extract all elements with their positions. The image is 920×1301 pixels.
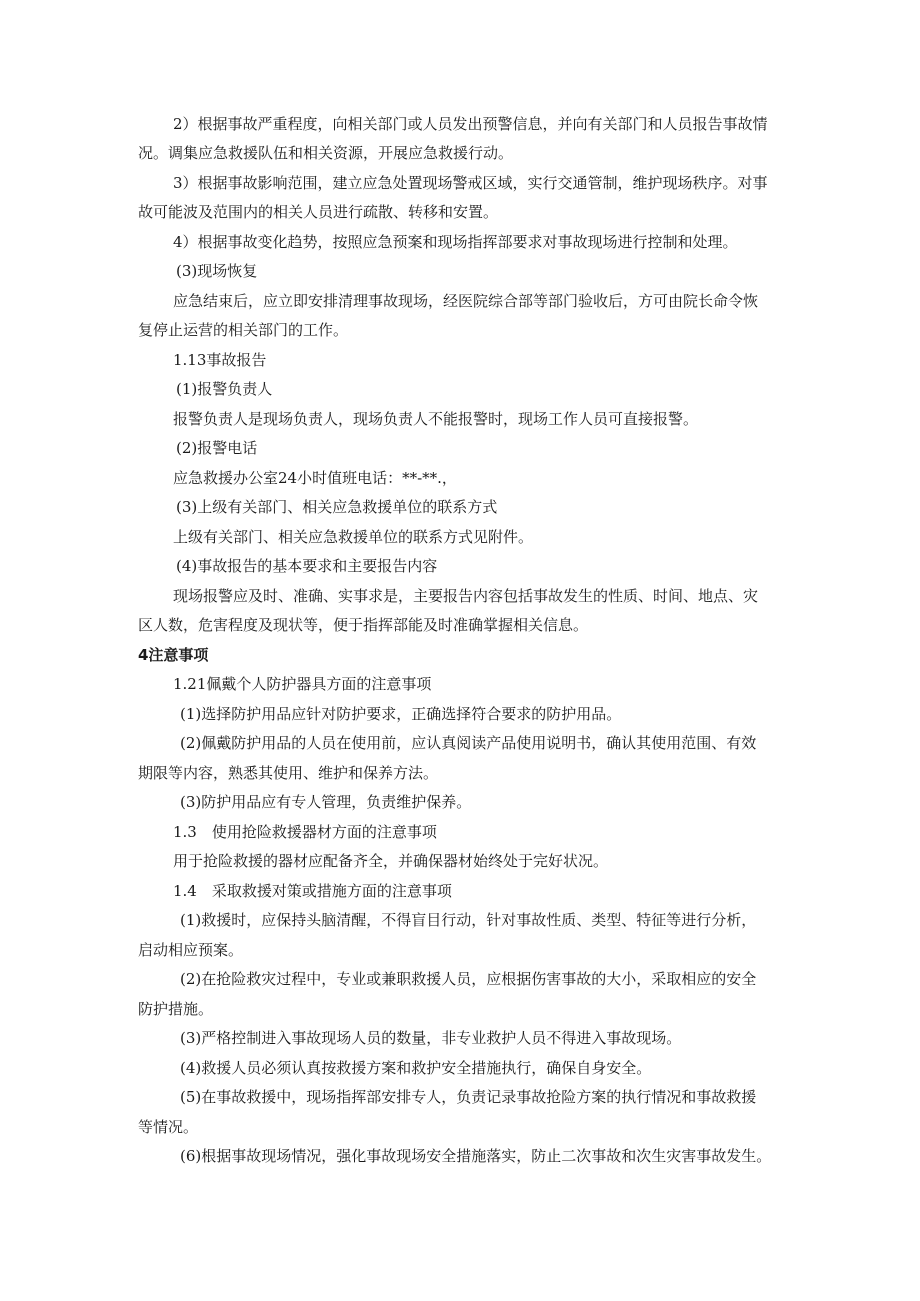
paragraph-line: 应急结束后，应立即安排清理事故现场，经医院综合部等部门验收后，方可由院长命令恢 xyxy=(173,292,759,310)
section-heading: 1.3 使用抢险救援器材方面的注意事项 xyxy=(173,823,437,841)
paragraph-line: 现场报警应及时、准确、实事求是，主要报告内容包括事故发生的性质、时间、地点、灾 xyxy=(173,587,759,605)
list-item: (6)根据事故现场情况，强化事故现场安全措施落实，防止二次事故和次生灾害事故发生。 xyxy=(180,1147,772,1165)
paragraph-line: 上级有关部门、相关应急救援单位的联系方式见附件。 xyxy=(173,528,534,546)
list-item: (3)防护用品应有专人管理，负责维护保养。 xyxy=(180,793,472,811)
subsection-heading: (4)事故报告的基本要求和主要报告内容 xyxy=(176,557,438,575)
list-item: (5)在事故救援中，现场指挥部安排专人，负责记录事故抢险方案的执行情况和事故救援 xyxy=(180,1088,757,1106)
paragraph-line: 防护措施。 xyxy=(138,1000,214,1018)
paragraph-line: 区人数，危害程度及现状等，便于指挥部能及时准确掌握相关信息。 xyxy=(138,616,589,634)
list-item: (1)救援时，应保持头脑清醒，不得盲目行动，针对事故性质、类型、特征等进行分析， xyxy=(180,911,757,929)
subsection-heading: (2)报警电话 xyxy=(176,439,258,457)
paragraph-line: 复停止运营的相关部门的工作。 xyxy=(138,321,349,339)
section-heading: 1.13事故报告 xyxy=(173,351,267,369)
list-item: (3)严格控制进入事故现场人员的数量，非专业救护人员不得进入事故现场。 xyxy=(180,1029,682,1047)
paragraph-line: 故可能波及范围内的相关人员进行疏散、转移和安置。 xyxy=(138,203,499,221)
paragraph-line: 报警负责人是现场负责人，现场负责人不能报警时，现场工作人员可直接报警。 xyxy=(173,410,699,428)
paragraph-line: 应急救援办公室24小时值班电话：**-**.， xyxy=(173,469,457,487)
subsection-heading: (3)上级有关部门、相关应急救援单位的联系方式 xyxy=(176,498,498,516)
paragraph-line: 期限等内容，熟悉其使用、维护和保养方法。 xyxy=(138,764,439,782)
list-item: (4)救援人员必须认真按救援方案和救护安全措施执行，确保自身安全。 xyxy=(180,1059,652,1077)
paragraph-line: 4）根据事故变化趋势，按照应急预案和现场指挥部要求对事故现场进行控制和处理。 xyxy=(173,233,738,251)
paragraph-line: 2）根据事故严重程度，向相关部门或人员发出预警信息，并向有关部门和人员报告事故情 xyxy=(173,115,768,133)
list-item: (1)选择防护用品应针对防护要求，正确选择符合要求的防护用品。 xyxy=(180,705,622,723)
list-item: (2)在抢险救灾过程中，专业或兼职救援人员，应根据伤害事故的大小，采取相应的安全 xyxy=(180,970,757,988)
subsection-heading: (1)报警负责人 xyxy=(176,380,273,398)
paragraph-line: 等情况。 xyxy=(138,1118,199,1136)
chapter-heading: 4注意事项 xyxy=(138,646,209,664)
section-heading: 1.4 采取救援对策或措施方面的注意事项 xyxy=(173,882,452,900)
paragraph-line: 3）根据事故影响范围，建立应急处置现场警戒区域，实行交通管制，维护现场秩序。对事 xyxy=(173,174,768,192)
paragraph-line: 用于抢险救援的器材应配备齐全，并确保器材始终处于完好状况。 xyxy=(173,852,609,870)
subsection-heading: (3)现场恢复 xyxy=(176,262,258,280)
paragraph-line: 况。调集应急救援队伍和相关资源，开展应急救援行动。 xyxy=(138,144,514,162)
list-item: (2)佩戴防护用品的人员在使用前，应认真阅读产品使用说明书，确认其使用范围、有效 xyxy=(180,734,757,752)
section-heading: 1.21佩戴个人防护器具方面的注意事项 xyxy=(173,675,432,693)
paragraph-line: 启动相应预案。 xyxy=(138,941,244,959)
